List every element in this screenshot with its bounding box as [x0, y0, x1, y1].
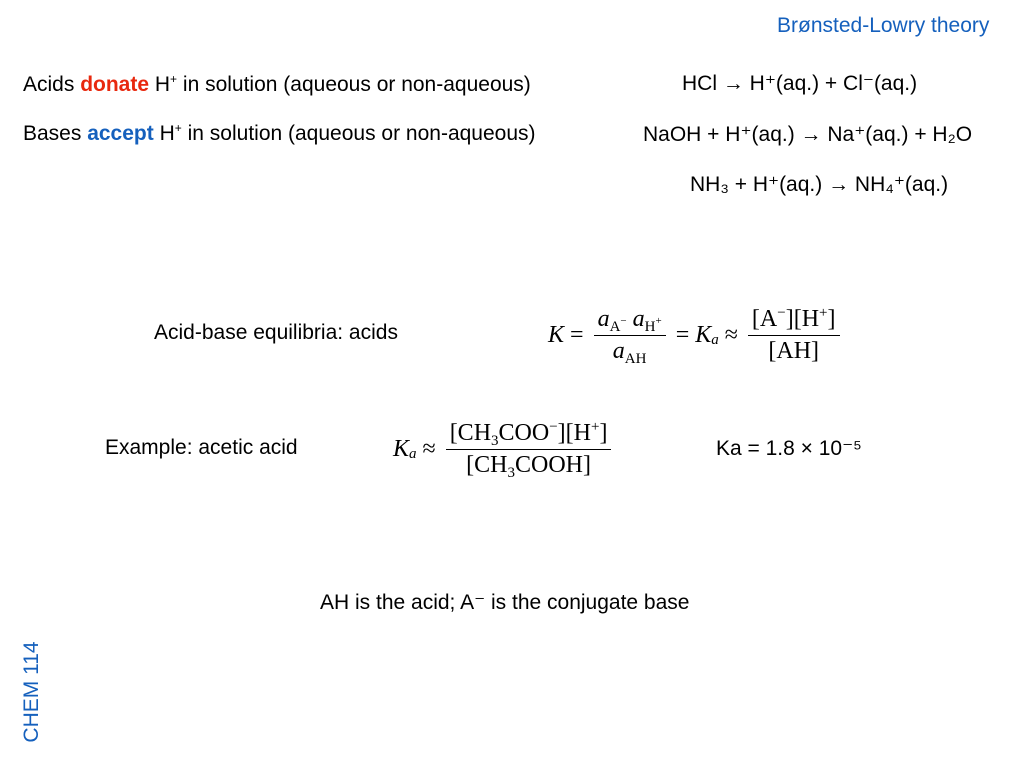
- acids-ion-charge: +: [170, 72, 178, 86]
- bases-ion-charge: +: [174, 121, 182, 135]
- reaction-hcl: HCl → H⁺(aq.) + Cl⁻(aq.): [682, 72, 918, 95]
- acids-prefix: Acids: [23, 73, 81, 96]
- course-label: CHEM 114: [20, 641, 43, 743]
- equilibrium-constant-equation: K = $\frac{a_{A^-} a_{H^+}}{a_{AH}}$ = K a ≈ $\frac{[A^-][H^+]}{[AH]}$: [548, 300, 844, 370]
- acids-suffix: in solution (aqueous or non-aqueous): [177, 73, 531, 96]
- bases-ion: H: [159, 122, 175, 145]
- accept-keyword: accept: [87, 122, 154, 145]
- acids-ion: H: [154, 73, 171, 96]
- ka-value: Ka = 1.8 × 10⁻⁵: [716, 437, 862, 460]
- reaction-nh3: NH₃ + H⁺(aq.) → NH₄⁺(aq.): [690, 173, 949, 196]
- slide-title: Brønsted-Lowry theory: [777, 14, 990, 37]
- example-label: Example: acetic acid: [105, 436, 298, 459]
- acetic-acid-equation: K a ≈ $\frac{[CH_3COO^-][H^+]}{[CH_3COOH]}$: [393, 414, 615, 484]
- acids-definition: [23, 73, 531, 97]
- bases-definition: [23, 122, 536, 146]
- bases-suffix: in solution (aqueous or non-aqueous): [181, 122, 536, 145]
- equilibria-label: Acid-base equilibria: acids: [154, 321, 398, 344]
- donate-keyword: donate: [80, 73, 150, 96]
- bases-prefix: Bases: [23, 122, 88, 145]
- conjugate-base-note: AH is the acid; A⁻ is the conjugate base: [320, 591, 690, 614]
- reaction-naoh: NaOH + H⁺(aq.) → Na⁺(aq.) + H₂O: [643, 123, 973, 146]
